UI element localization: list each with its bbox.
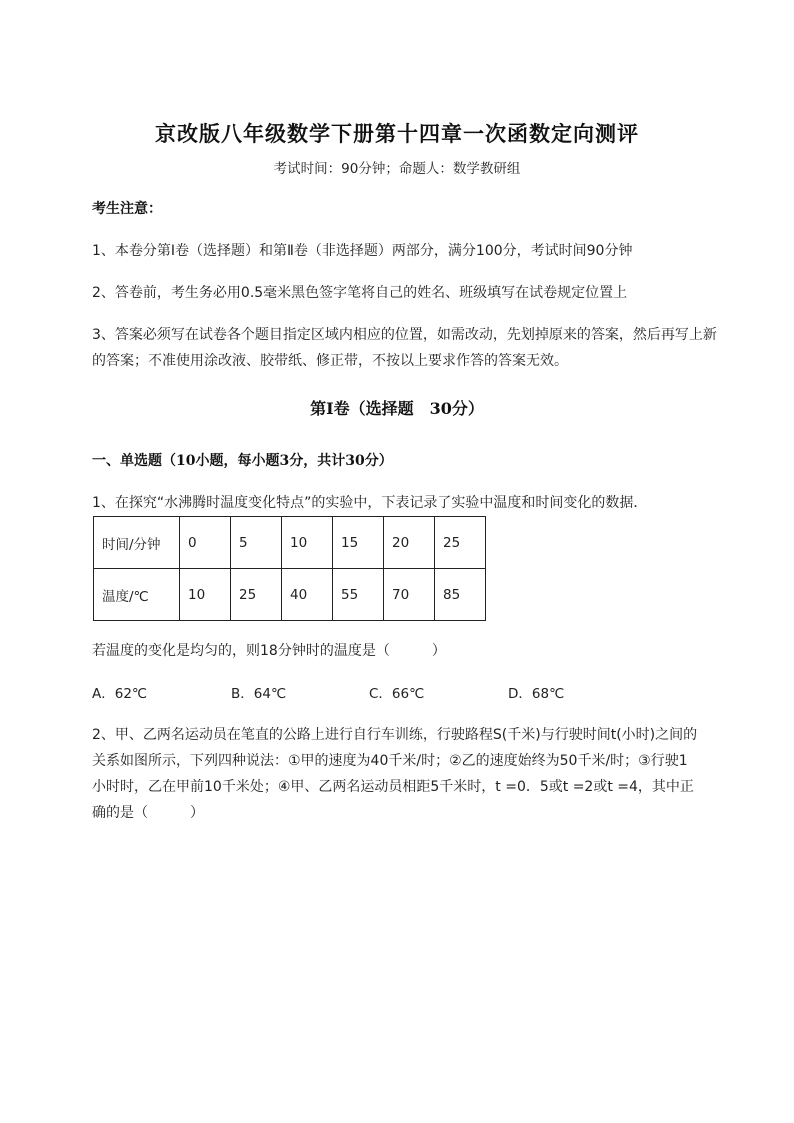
- table-cell: 温度/℃: [94, 569, 180, 621]
- table-cell: 25: [435, 517, 486, 569]
- option-b: B．64℃: [231, 686, 287, 702]
- table-cell: 40: [282, 569, 333, 621]
- table-cell: 20: [384, 517, 435, 569]
- table-cell: 5: [231, 517, 282, 569]
- table-cell: 70: [384, 569, 435, 621]
- answer-options: [92, 682, 712, 706]
- table-cell: 25: [231, 569, 282, 621]
- table-cell: 10: [180, 569, 231, 621]
- notice-heading: 考生注意：: [92, 201, 162, 217]
- table-row: [94, 517, 486, 569]
- notice-item-3-cont: 的答案；不准使用涂改液、胶带纸、修正带，不按以上要求作答的答案无效。: [92, 353, 568, 369]
- option-d: D．68℃: [508, 686, 565, 702]
- question-2-line-3: 小时时，乙在甲前10千米处；④甲、乙两名运动员相距5千米时，t =0．5或t =2或t =4，其中正: [92, 779, 694, 795]
- exam-subtitle: 考试时间：90分钟；命题人：数学教研组: [273, 161, 521, 177]
- notice-item-1: 1、本卷分第I卷（选择题）和第Ⅱ卷（非选择题）两部分，满分100分，考试时间90分钟: [92, 243, 633, 259]
- question-2-line-1: 2、甲、乙两名运动员在笔直的公路上进行自行车训练，行驶路程S(千米)与行驶时间t(小时)之间的: [92, 727, 698, 743]
- question-2-line-4: 确的是（ ）: [92, 805, 204, 821]
- question-1-stem: 1、在探究“水沸腾时温度变化特点”的实验中，下表记录了实验中温度和时间变化的数据．: [92, 495, 648, 511]
- option-c: C．66℃: [369, 686, 425, 702]
- exam-title: 京改版八年级数学下册第十四章一次函数定向测评: [155, 121, 639, 146]
- table-cell: 时间/分钟: [94, 517, 180, 569]
- table-cell: 85: [435, 569, 486, 621]
- table-cell: 10: [282, 517, 333, 569]
- notice-item-3: 3、答案必须写在试卷各个题目指定区域内相应的位置，如需改动，先划掉原来的答案，然后再写上新: [92, 327, 717, 343]
- table-cell: 0: [180, 517, 231, 569]
- table-cell: 55: [333, 569, 384, 621]
- section-title: 第I卷（选择题 30分）: [310, 399, 484, 418]
- notice-item-2: 2、答卷前，考生务必用0.5毫米黑色签字笔将自己的姓名、班级填写在试卷规定位置上: [92, 285, 628, 301]
- table-row: [94, 569, 486, 621]
- part-heading: 一、单选题（10小题，每小题3分，共计30分）: [92, 453, 393, 469]
- question-1-prompt: 若温度的变化是均匀的，则18分钟时的温度是（ ）: [92, 643, 446, 659]
- question-2-line-2: 关系如图所示，下列四种说法：①甲的速度为40千米/时；②乙的速度始终为50千米/时；③行驶1: [92, 753, 688, 769]
- table-cell: 15: [333, 517, 384, 569]
- option-a: A．62℃: [92, 686, 148, 702]
- data-table: [93, 516, 486, 621]
